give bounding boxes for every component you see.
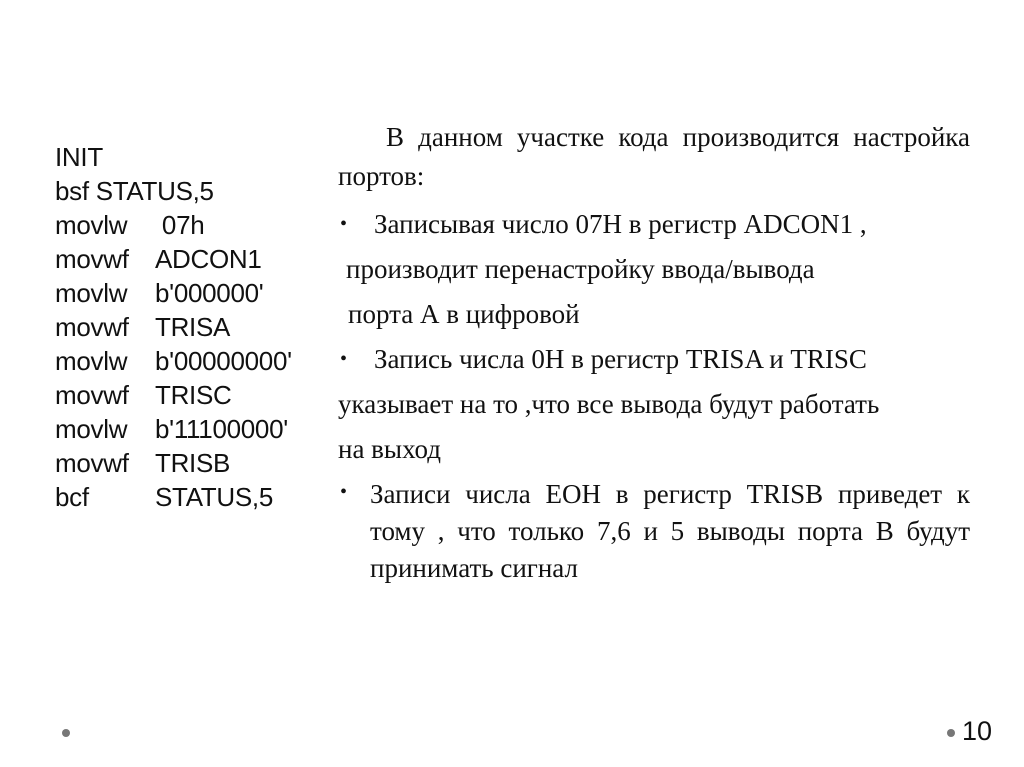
bullet-icon: •: [340, 348, 348, 370]
code-op: bcf: [55, 482, 89, 512]
code-arg: b'00000000': [155, 346, 292, 376]
code-line: [55, 344, 315, 378]
code-listing: [55, 140, 315, 514]
bullet-item-trisb: [338, 476, 970, 587]
code-line: [55, 276, 315, 310]
bullet-item-tris: [338, 337, 970, 382]
code-line-init: [55, 140, 315, 174]
code-op: movlw: [55, 278, 128, 308]
code-line-bsf: [55, 174, 315, 208]
code-op: movlw: [55, 414, 128, 444]
bullet-text: Записи числа ЕОН в регистр TRISB приведет к тому , что только 7,6 и 5 выводы порта В будут принимать сигнал: [370, 479, 970, 583]
bullet-icon: •: [340, 481, 348, 503]
code-op: movlw: [55, 210, 128, 240]
bullet-continuation: на выход: [338, 434, 442, 464]
code-op: movwf: [55, 312, 129, 342]
code-line: [55, 480, 315, 514]
code-line: [55, 242, 315, 276]
code-arg: 07h: [155, 210, 205, 240]
code-line: [55, 310, 315, 344]
footer-dot-icon: [947, 729, 955, 737]
code-arg: TRISC: [155, 380, 232, 410]
code-arg: b'000000': [155, 278, 264, 308]
code-op: movwf: [55, 380, 129, 410]
bullet-text: Записывая число 07Н в регистр ADCON1 ,: [374, 209, 867, 239]
code-line: [55, 412, 315, 446]
code-op: movlw: [55, 346, 128, 376]
bullet-text: Запись числа 0Н в регистр TRISA и TRISC: [374, 344, 867, 374]
page-number: 10: [962, 716, 993, 746]
code-op: movwf: [55, 244, 129, 274]
code-arg: TRISB: [155, 448, 231, 478]
footer-dot-icon: [62, 729, 70, 737]
bullet-item-adcon: [338, 202, 970, 247]
bullet-continuation: указывает на то ,что все вывода будут работать: [338, 389, 880, 419]
bullet-continuation: производит перенастройку ввода/вывода: [346, 254, 815, 284]
code-arg: ADCON1: [155, 244, 262, 274]
code-arg: STATUS,5: [155, 482, 273, 512]
code-arg: b'11100000': [155, 414, 288, 444]
code-line: [55, 378, 315, 412]
code-op: bsf STATUS,5: [55, 176, 214, 206]
code-op: movwf: [55, 448, 129, 478]
code-line: [55, 208, 315, 242]
code-arg: TRISA: [155, 312, 231, 342]
code-line: [55, 446, 315, 480]
bullet-continuation: порта А в цифровой: [348, 299, 580, 329]
bullet-icon: •: [340, 213, 348, 235]
intro-paragraph: В данном участке кода производится настройка портов:: [338, 122, 970, 191]
explanation-text: [338, 118, 970, 587]
code-op: INIT: [55, 142, 103, 172]
